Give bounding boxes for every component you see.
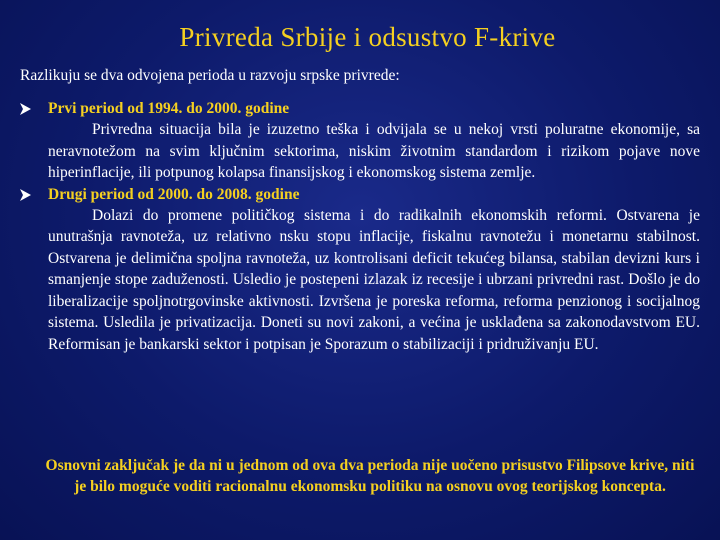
- bullet-item-first-period: [20, 98, 700, 184]
- slide-title: Privreda Srbije i odsustvo F-krive: [179, 22, 556, 52]
- conclusion-text: Osnovni zaključak je da ni u jednom od ova dva perioda nije uočeno prisustvo Filipsove krive, niti je bilo moguće voditi racionalnu ekonomsku politiku na osnovu ovog teorijskog koncepta.: [45, 457, 695, 495]
- intro-text: Razlikuju se dva odvojena perioda u razvoju srpske privrede:: [20, 67, 400, 84]
- bullet-body: [48, 205, 700, 356]
- bullet-item-second-period: [20, 184, 700, 356]
- bullet-body: [48, 119, 700, 184]
- bullet-list: [20, 98, 700, 355]
- arrow-bullet-icon: [20, 189, 31, 201]
- bullet-heading: Prvi period od 1994. do 2000. godine: [48, 100, 290, 117]
- bullet-heading: Drugi period od 2000. do 2008. godine: [48, 185, 300, 203]
- bullet-body-text: Dolazi do promene političkog sistema i do radikalnih ekonomskih reformi. Ostvarena je unutrašnja ravnoteža, uz relativno nsku stopu inflacije, fiskalnu ravnotežu i monetarnu stabilnost. Ostvarena je delimična spoljna ravnoteža, uz kontrolisani deficit tekućeg bilansa, stabilan devizni kurs i smanjenje stope zaduženosti. Usledio je postepeni izlazak iz recesije i ubrzani privredni rast. Došlo je do liberalizacije spoljnotrgovinske aktivnosti. Izvršena je poreska reforma, reforma penzionog i socijalnog sistema. Usledila je privatizacija. Doneti su novi zakoni, a većina je usklađena sa zakonodavstvom EU. Reformisan je bankarski sektor i potpisan je Sporazum o stabilizaciji i pridruživanju EU.: [48, 206, 700, 353]
- arrow-bullet-icon: [20, 103, 31, 115]
- bullet-body-text: Privredna situacija bila je izuzetno teška i odvijala se u nekoj vrsti poluratne ekonomije, sa neravnotežom na svim ključnim sektorima, niskim životnim standardom i rizikom pojave nove hiperinflacije, ili potpunog kolapsa finansijskog i ekonomskog sistema zemlje.: [48, 121, 700, 181]
